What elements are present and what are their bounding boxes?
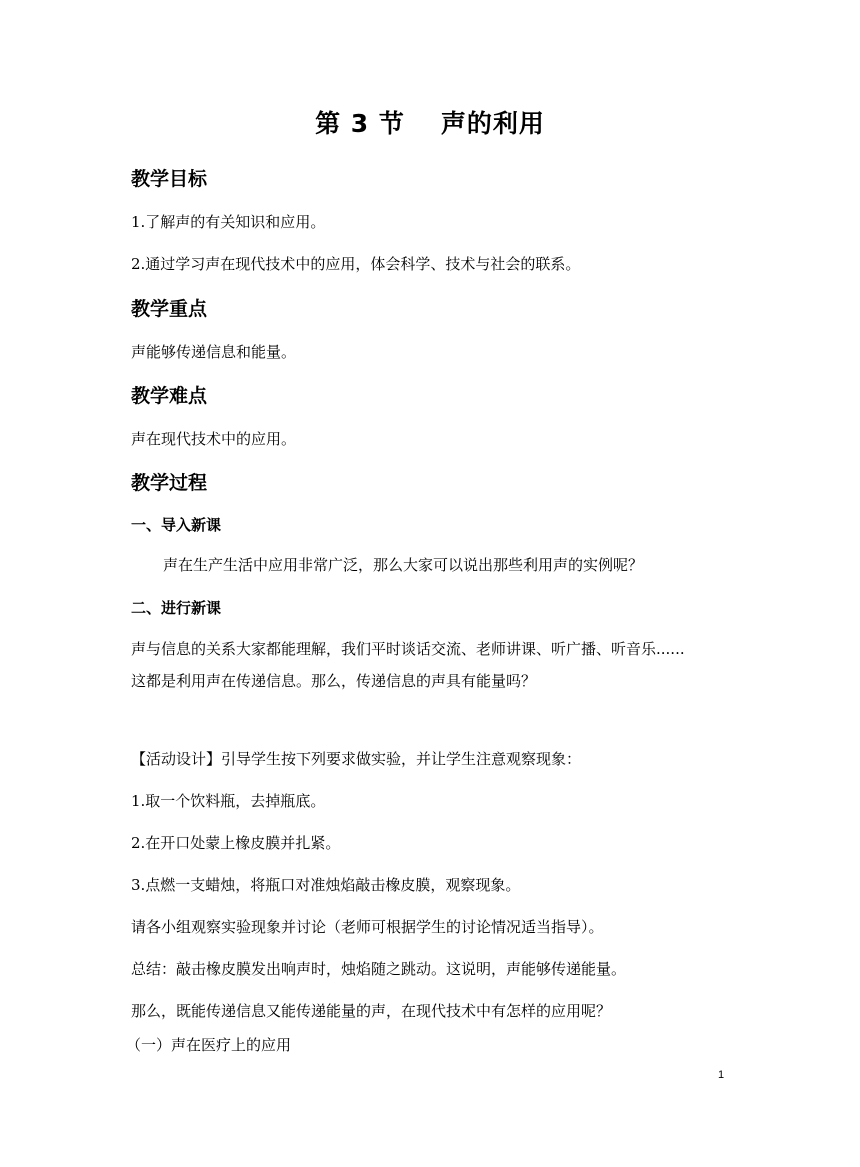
discussion-text: 请各小组观察实验现象并讨论（老师可根据学生的讨论情况适当指导）。	[131, 918, 604, 936]
objective-item-2: 2.通过学习声在现代技术中的应用，体会科学、技术与社会的联系。	[131, 255, 581, 273]
intro-text: 声在生产生活中应用非常广泛，那么大家可以说出那些利用声的实例呢？	[163, 556, 644, 574]
difficulties-text: 声在现代技术中的应用。	[131, 430, 297, 448]
activity-step-1: 1.取一个饮料瓶，去掉瓶底。	[131, 792, 326, 810]
activity-design: 【活动设计】引导学生按下列要求做实验，并让学生注意观察现象：	[131, 750, 582, 768]
subsection-medical: （一）声在医疗上的应用	[126, 1036, 292, 1054]
page-number: 1	[718, 1069, 725, 1081]
heading-objectives: 教学目标	[131, 168, 208, 190]
new-lesson-line-2: 这都是利用声在传递信息。那么，传递信息的声具有能量吗？	[131, 672, 537, 690]
title-topic: 声的利用	[440, 109, 545, 138]
activity-step-2: 2.在开口处蒙上橡皮膜并扎紧。	[131, 834, 341, 852]
heading-process: 教学过程	[131, 472, 208, 494]
activity-step-3: 3.点燃一支蜡烛，将瓶口对准烛焰敲击橡皮膜，观察现象。	[131, 876, 521, 894]
heading-difficulties: 教学难点	[131, 385, 208, 407]
question-text: 那么，既能传递信息又能传递能量的声，在现代技术中有怎样的应用呢？	[131, 1002, 612, 1020]
summary-text: 总结：敲击橡皮膜发出响声时，烛焰随之跳动。这说明，声能够传递能量。	[131, 960, 627, 978]
new-lesson-line-1: 声与信息的关系大家都能理解，我们平时谈话交流、老师讲课、听广播、听音乐......	[131, 640, 685, 658]
page-title	[0, 104, 860, 140]
title-section-number: 第 3 节	[315, 109, 405, 138]
key-points-text: 声能够传递信息和能量。	[131, 343, 297, 361]
objective-item-1: 1.了解声的有关知识和应用。	[131, 213, 326, 231]
heading-new-lesson: 二、进行新课	[131, 599, 222, 617]
heading-intro-new-lesson: 一、导入新课	[131, 516, 222, 534]
heading-key-points: 教学重点	[131, 298, 208, 320]
